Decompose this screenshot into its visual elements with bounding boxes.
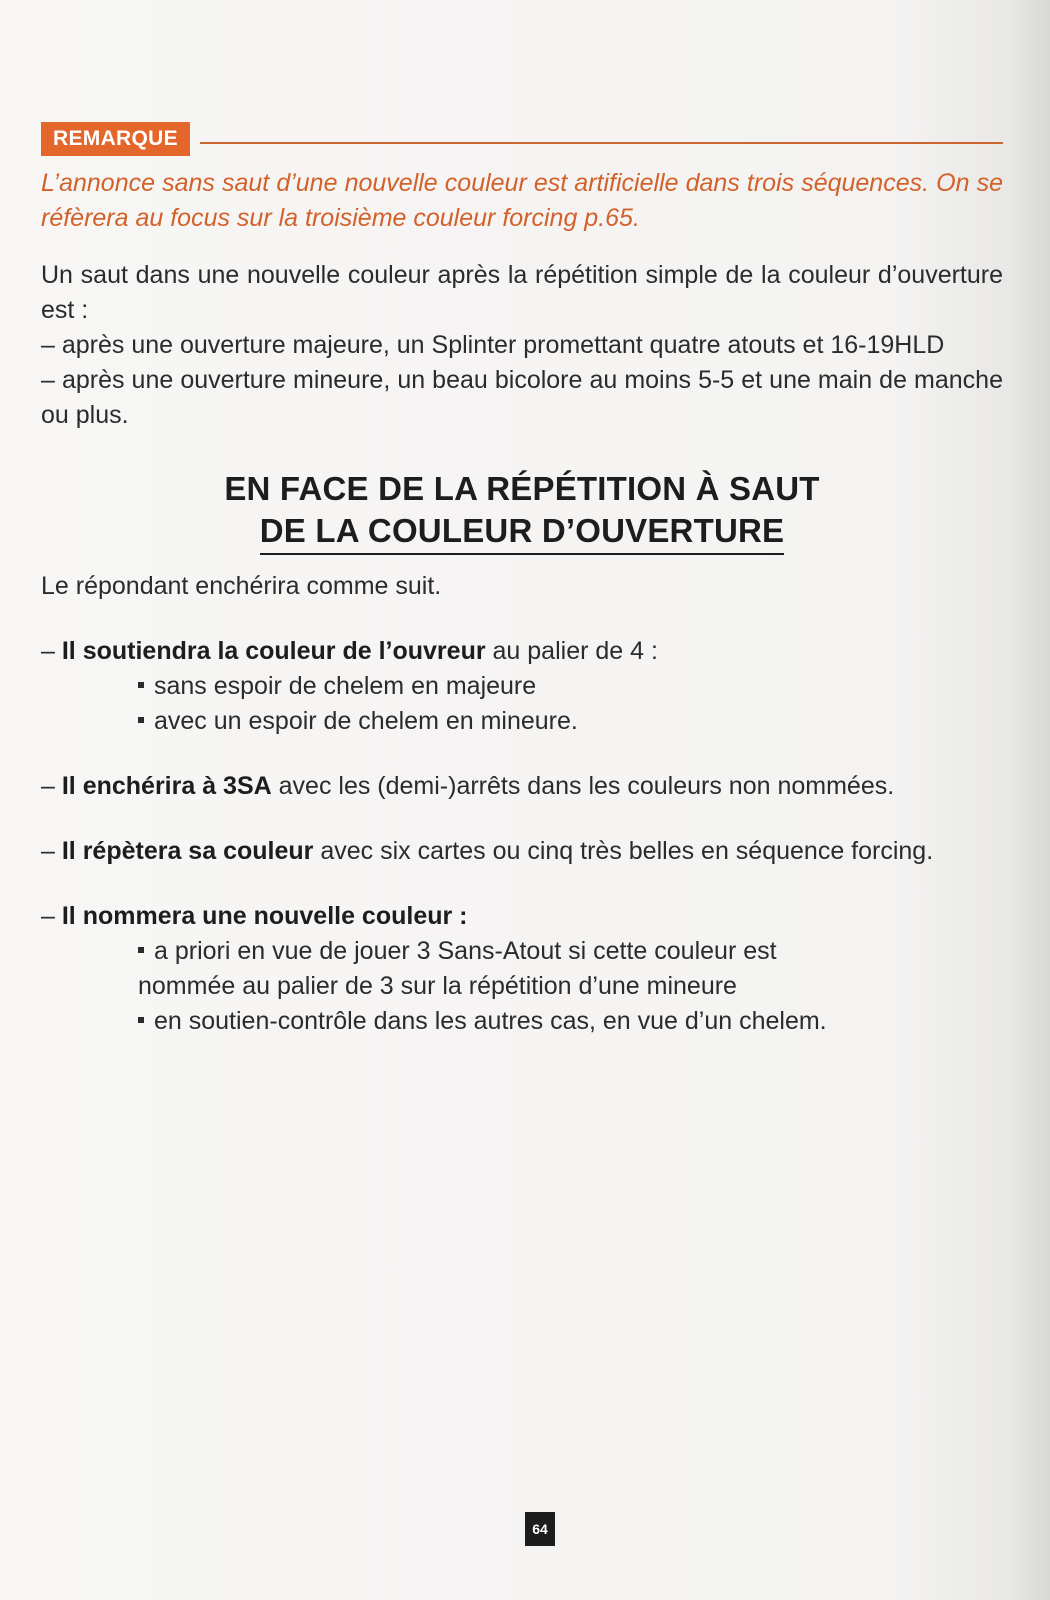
bullet-text: a priori en vue de jouer 3 Sans-Atout si cette couleur est [154, 937, 777, 965]
bullet-item [41, 934, 1003, 969]
bullet-text: avec un espoir de chelem en mineure. [154, 707, 578, 735]
item-rebid-bold: Il répètera sa couleur [61, 837, 314, 865]
bullet-item [41, 704, 1003, 739]
item-3sa [41, 769, 1003, 804]
note-tag: REMARQUE [41, 122, 190, 156]
item-3sa-bold: Il enchérira à 3SA [61, 772, 272, 800]
item-rebid [41, 834, 1003, 869]
note-header [41, 122, 1003, 156]
section-intro: Le répondant enchérira comme suit. [41, 572, 442, 600]
item-rebid-line [41, 834, 1003, 869]
bullet-text: en soutien-contrôle dans les autres cas, en vue d’un chelem. [154, 1007, 827, 1035]
jump-paragraph-major: – après une ouverture majeure, un Splinter promettant quatre atouts et 16-19HLD [41, 331, 945, 359]
item-support-bold: Il soutiendra la couleur de l’ouvreur [61, 637, 486, 665]
item-support-rest: au palier de 4 : [485, 637, 658, 665]
square-bullet-icon [138, 682, 144, 688]
note-rule [200, 142, 1003, 144]
section-heading-line1: EN FACE DE LA RÉPÉTITION À SAUT [224, 470, 820, 507]
item-new-suit-line [41, 899, 1003, 934]
jump-new-suit-paragraph [41, 258, 1003, 433]
section-heading [41, 467, 1003, 555]
page-content [41, 122, 1003, 1039]
bullet-item [41, 1004, 1003, 1039]
bullet-text: sans espoir de chelem en majeure [154, 672, 537, 700]
item-rebid-rest: avec six cartes ou cinq très belles en séquence forcing. [313, 837, 934, 865]
jump-paragraph-minor: – après une ouverture mineure, un beau bicolore au moins 5-5 et une main de manche ou plus. [41, 366, 1003, 429]
square-bullet-icon [138, 947, 144, 953]
bullet-continuation: nommée au palier de 3 sur la répétition d’une mineure [138, 972, 737, 1000]
bullet-item [41, 669, 1003, 704]
item-support [41, 634, 1003, 739]
item-dash: – [41, 902, 62, 930]
note-text: L’annonce sans saut d’une nouvelle couleur est artificielle dans trois séquences. On se réfèrera au focus sur la troisième couleur forcing p.65. [41, 169, 1003, 232]
item-3sa-rest: avec les (demi-)arrêts dans les couleurs non nommées. [271, 772, 895, 800]
item-3sa-line [41, 769, 1003, 804]
jump-paragraph-intro: Un saut dans une nouvelle couleur après la répétition simple de la couleur d’ouverture est : [41, 261, 1003, 324]
item-new-suit [41, 899, 1003, 1039]
square-bullet-icon [138, 1017, 144, 1023]
item-dash: – [41, 637, 62, 665]
section-heading-line2: DE LA COULEUR D’OUVERTURE [260, 511, 784, 555]
item-dash: – [41, 772, 62, 800]
square-bullet-icon [138, 717, 144, 723]
item-support-line [41, 634, 1003, 669]
item-new-suit-bold: Il nommera une nouvelle couleur : [61, 902, 468, 930]
page-number: 64 [525, 1512, 555, 1546]
item-dash: – [41, 837, 62, 865]
